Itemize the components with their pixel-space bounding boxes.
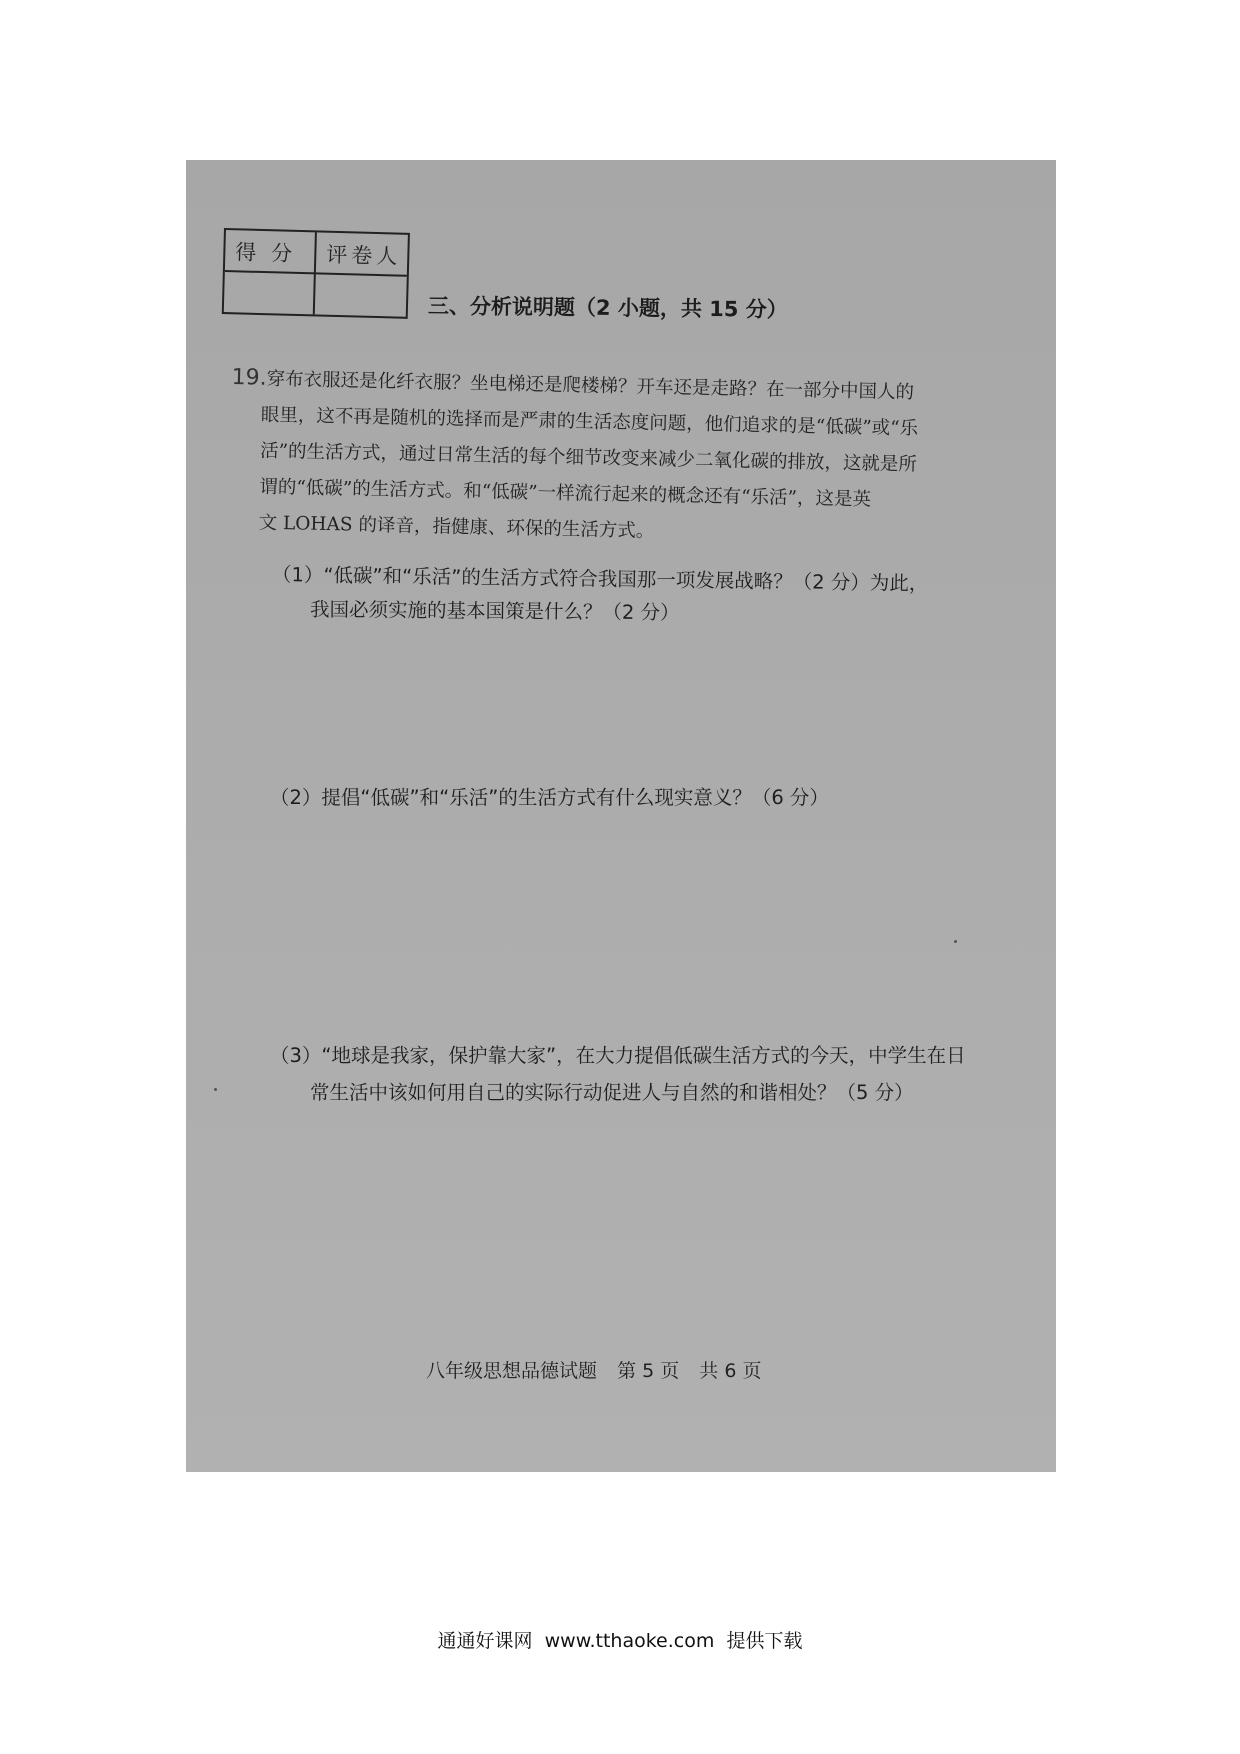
paper-speck bbox=[954, 940, 957, 943]
section-title: 三、分析说明题（2 小题，共 15 分） bbox=[427, 294, 788, 322]
sub-question-1: （1）“低碳”和“乐活”的生活方式符合我国那一项发展战略？（2 分）为此， bbox=[271, 563, 929, 596]
question-number: 19. bbox=[231, 364, 267, 391]
question-19-line: 眼里，这不再是随机的选择而是严肃的生活态度问题，他们追求的是“低碳”或“乐 bbox=[260, 404, 919, 440]
question-text: 穿布衣服还是化纤衣服？坐电梯还是爬楼梯？开车还是走路？在一部分中国人的 bbox=[266, 368, 915, 404]
score-label: 得 分 bbox=[225, 230, 317, 274]
download-note: 通通好课网 www.tthaoke.com 提供下载 bbox=[437, 1630, 803, 1652]
footer-page: 第 5 页 bbox=[617, 1360, 680, 1382]
question-19-line: 文 LOHAS 的译音，指健康、环保的生活方式。 bbox=[258, 512, 655, 542]
paper-speck bbox=[214, 1088, 217, 1091]
sub-question-3-cont: 常生活中该如何用自己的实际行动促进人与自然的和谐相处？（5 分） bbox=[310, 1081, 914, 1104]
score-blank bbox=[224, 272, 316, 314]
question-19-line: 谓的“低碳”的生活方式。和“低碳”一样流行起来的概念还有“乐活”，这是英 bbox=[259, 476, 872, 511]
score-box bbox=[222, 228, 410, 319]
sub-question-2: （2）提倡“低碳”和“乐活”的生活方式有什么现实意义？（6 分） bbox=[270, 786, 829, 809]
sub-question-3: （3）“地球是我家，保护靠大家”，在大力提倡低碳生活方式的今天，中学生在日 bbox=[270, 1044, 966, 1067]
page-footer bbox=[426, 1356, 775, 1383]
footer-total: 共 6 页 bbox=[699, 1360, 762, 1382]
exam-page-photo bbox=[186, 160, 1056, 1472]
grader-label: 评卷人 bbox=[316, 232, 408, 276]
question-19-body bbox=[228, 360, 1032, 558]
sub-question-1-cont: 我国必须实施的基本国策是什么？（2 分） bbox=[309, 598, 680, 625]
grader-blank bbox=[315, 274, 407, 316]
question-19-line: 活”的生活方式，通过日常生活的每个细节改变来减少二氧化碳的排放，这就是所 bbox=[259, 440, 918, 476]
footer-subject: 八年级思想品德试题 bbox=[426, 1360, 598, 1382]
